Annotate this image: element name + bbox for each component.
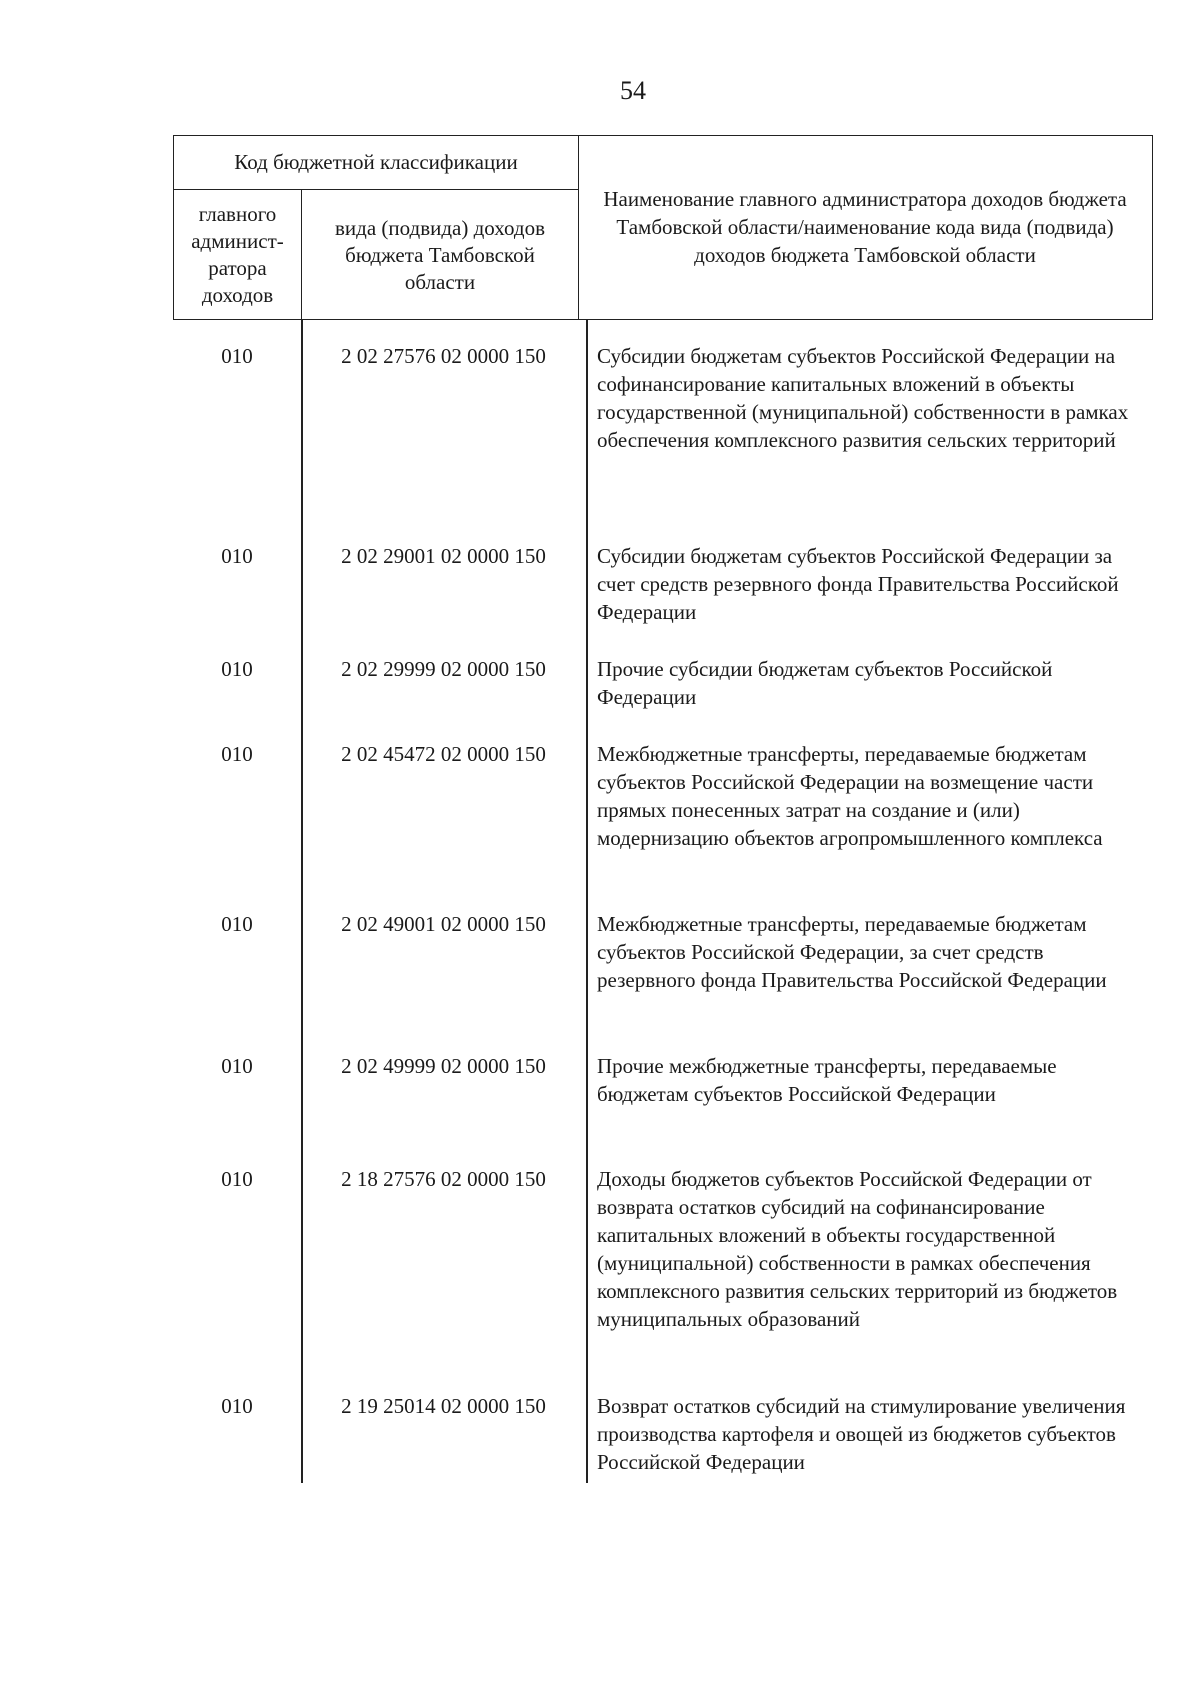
revenue-code-cell: 2 19 25014 02 0000 150: [341, 1394, 546, 1418]
table-header: [173, 135, 1153, 320]
admin-code-cell: 010: [221, 344, 253, 368]
revenue-name-cell: Субсидии бюджетам субъектов Российской Федерации за счет средств резервного фонда Правительства Российской Федерации: [597, 544, 1119, 624]
revenue-name-cell: Межбюджетные трансферты, передаваемые бюджетам субъектов Российской Федерации на возмещение части прямых понесенных затрат на создание и (или) модернизацию объектов агропромышленного комплекса: [597, 742, 1103, 850]
admin-code-cell: 010: [221, 912, 253, 936]
header-group-title: Код бюджетной классификации: [174, 136, 579, 190]
header-kind-column: вида (подвида) доходов бюджета Тамбовской области: [302, 190, 579, 320]
admin-code-cell: 010: [221, 742, 253, 766]
admin-code-cell: 010: [221, 657, 253, 681]
header-name-column: Наименование главного администратора доходов бюджета Тамбовской области/наименование кода вида (подвида) доходов бюджета Тамбовской области: [603, 187, 1127, 267]
revenue-name-cell: Возврат остатков субсидий на стимулирование увеличения производства картофеля и овощей из бюджетов субъектов Российской Федерации: [597, 1394, 1126, 1474]
revenue-name-cell: Доходы бюджетов субъектов Российской Федерации от возврата остатков субсидий на софинансирование капитальных вложений в объекты государственной (муниципальной) собственности в рамках обеспечения комплексного развития сельских территорий из бюджетов муниципальных образований: [597, 1167, 1118, 1331]
admin-code-cell: 010: [221, 544, 253, 568]
admin-code-cell: 010: [221, 1167, 253, 1191]
column-divider: [301, 320, 303, 1483]
column-divider: [586, 320, 588, 1483]
revenue-name-cell: Прочие межбюджетные трансферты, передаваемые бюджетам субъектов Российской Федерации: [597, 1054, 1057, 1106]
header-admin-column: главного админист-ратора доходов: [174, 190, 302, 320]
revenue-code-cell: 2 02 49001 02 0000 150: [341, 912, 546, 936]
revenue-code-cell: 2 02 27576 02 0000 150: [341, 344, 546, 368]
revenue-code-cell: 2 18 27576 02 0000 150: [341, 1167, 546, 1191]
revenue-code-cell: 2 02 29999 02 0000 150: [341, 657, 546, 681]
revenue-code-cell: 2 02 49999 02 0000 150: [341, 1054, 546, 1078]
revenue-code-cell: 2 02 29001 02 0000 150: [341, 544, 546, 568]
revenue-code-cell: 2 02 45472 02 0000 150: [341, 742, 546, 766]
revenue-name-cell: Межбюджетные трансферты, передаваемые бюджетам субъектов Российской Федерации, за счет средств резервного фонда Правительства Российской Федерации: [597, 912, 1107, 992]
admin-code-cell: 010: [221, 1054, 253, 1078]
admin-code-cell: 010: [221, 1394, 253, 1418]
page-number: 54: [620, 76, 646, 105]
revenue-name-cell: Прочие субсидии бюджетам субъектов Российской Федерации: [597, 657, 1053, 709]
revenue-name-cell: Субсидии бюджетам субъектов Российской Федерации на софинансирование капитальных вложений в объекты государственной (муниципальной) собственности в рамках обеспечения комплексного развития сельских территорий: [597, 344, 1129, 452]
